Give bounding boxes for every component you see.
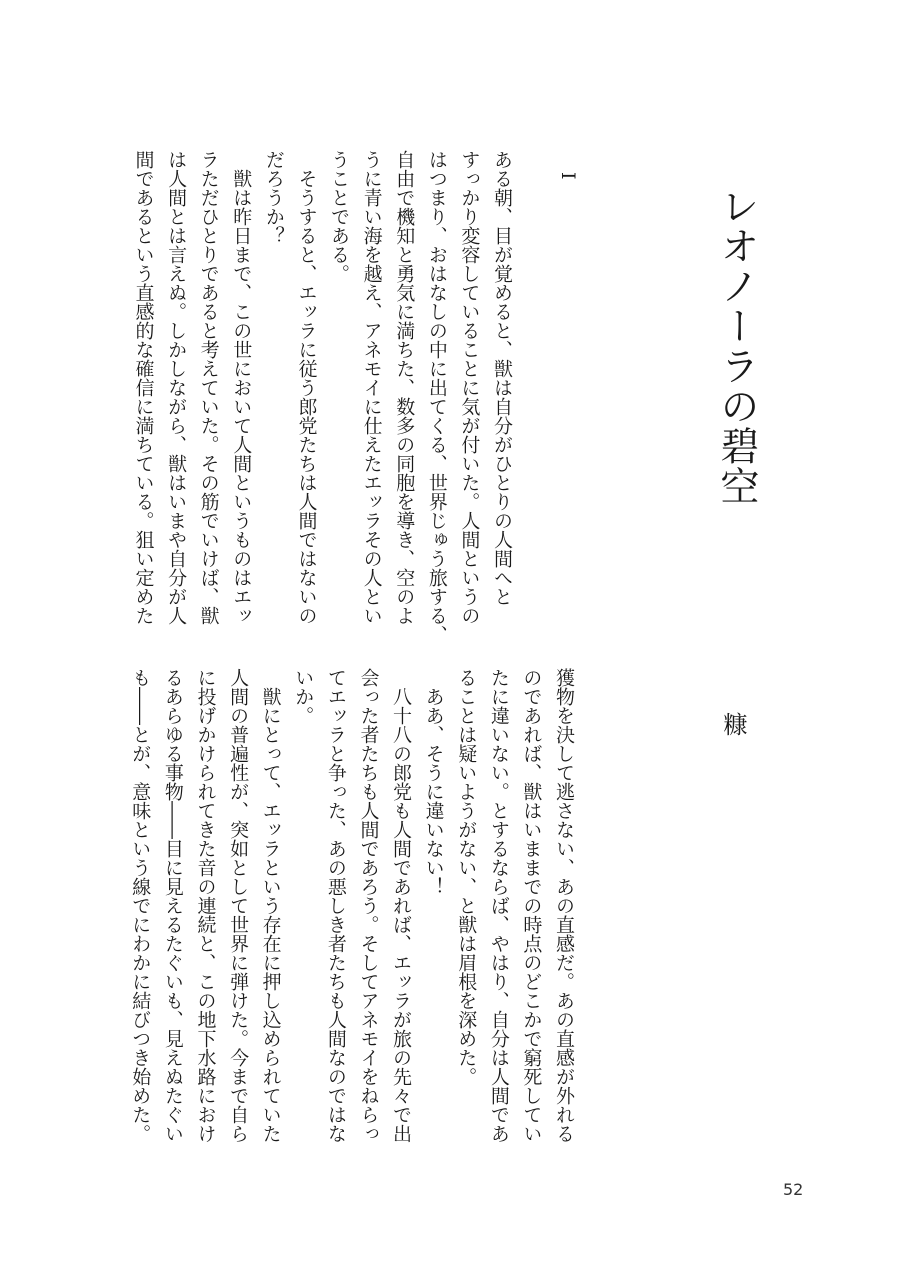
body-text-upper: ある朝、目が覚めると、獣は自分がひとりの人間へと すっかり変容していることに気が付いた。人間というの はつまり、おはなしの中に出てくる、世界じゅう旅する、 自由で機知と勇気に満ちた、数多の同胞を導き、空のよ うに青い海を越え、アネモイに仕えたエッラその人とい うことである。 そうすると、エッラに従う郎党たちは人間ではないの だろうか？ 獣は昨日まで、この世において人間というものはエッ ラただひとりであると考えていた。その筋でいけば、獣 は人間とは言えぬ。しかしながら、獣はいまや自分が人 間であるという直感的な確信に満ちている。狙い定めた <box>132 150 513 644</box>
author-name: 糠 <box>719 712 747 736</box>
body-text-lower: 獲物を決して逃さない、あの直感だ。あの直感が外れる のであれば、獣はいままでの時点のどこかで窮死してい たに違いない。とするならば、やはり、自分は人間であ ることは疑いようがない、と獣は眉根を深めた。 ああ、そうに違いない！ 八十八の郎党も人間であれば、エッラが旅の先々で出 会った者たちも人間であろう。そしてアネモイをねらっ てエッラと争った、あの悪しき者たちも人間なのではな いか。 獣にとって、エッラという存在に押し込められていた 人間の普遍性が、突如として世界に弾けた。今まで自ら に投げかけられてきた音の連続と、この地下水路におけ るあらゆる事物――目に見えるたぐいも、見えぬたぐい も――とが、意味という線でにわかに結びつき始めた。 <box>129 668 575 1143</box>
story-title: レオノーラの碧空 <box>714 186 759 506</box>
page-number: 52 <box>783 1180 804 1199</box>
section-number: I <box>557 172 579 180</box>
